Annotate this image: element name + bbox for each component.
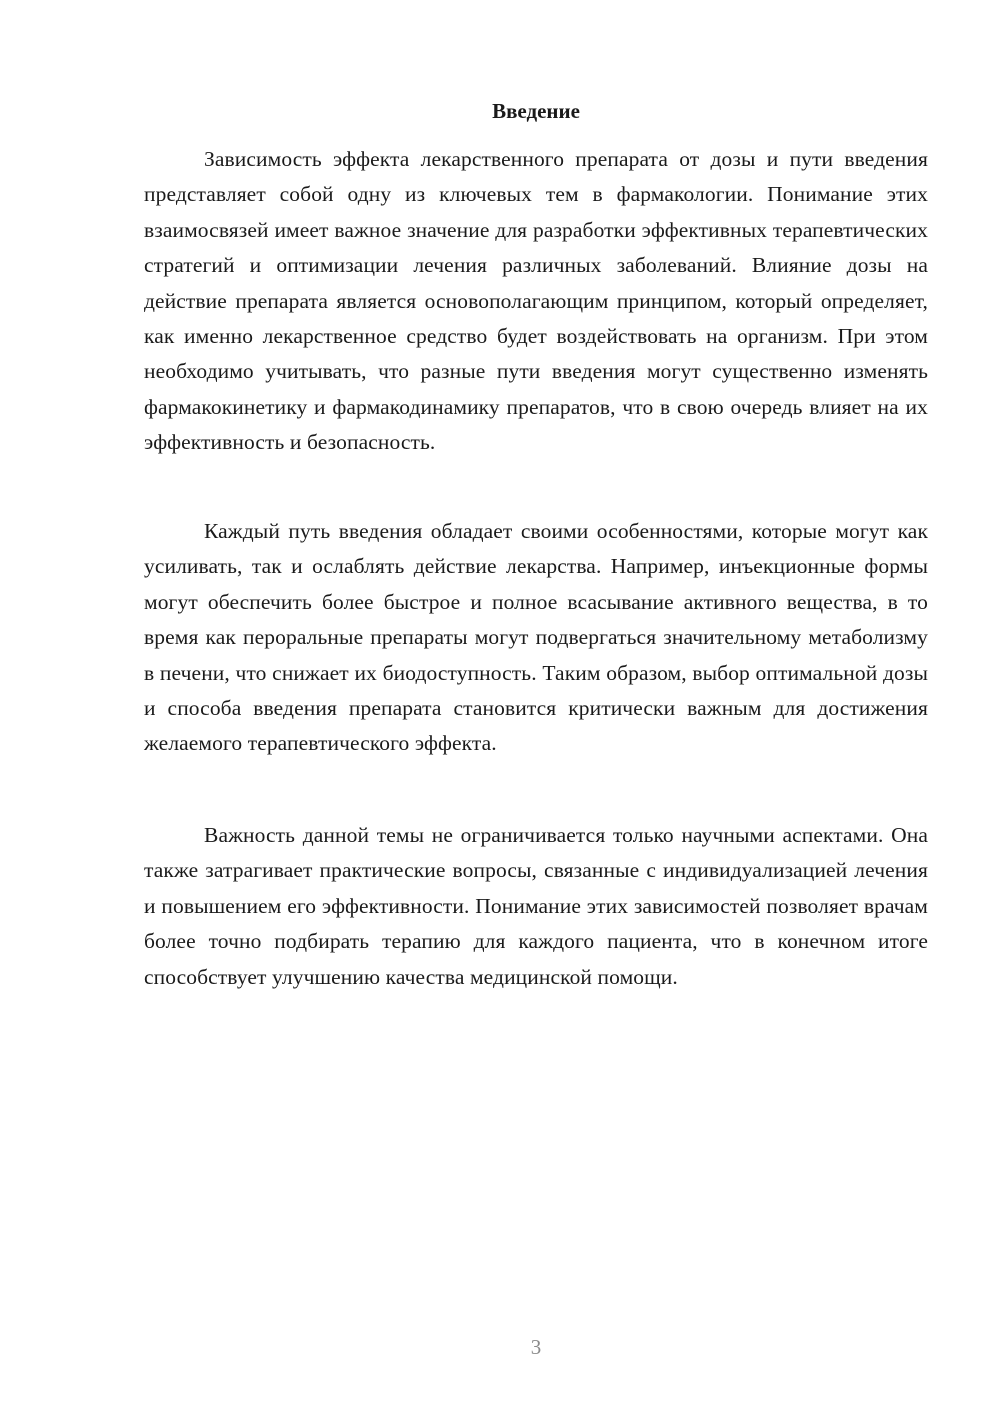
paragraph-3: Важность данной темы не ограничивается только научными аспектами. Она также затрагивает практические вопросы, связанные с индивидуализацией лечения и повышением его эффективности. Понимание этих зависимостей позволяет врачам более точно подбирать терапию для каждого пациента, что в конечном итоге способствует улучшению качества медицинской помощи. bbox=[144, 823, 928, 989]
section-title: Введение bbox=[492, 99, 580, 123]
paragraph-1: Зависимость эффекта лекарственного препарата от дозы и пути введения представляет собой одну из ключевых тем в фармакологии. Понимание этих взаимосвязей имеет важное значение для разработки эффективных терапевтических стратегий и оптимизации лечения различных заболеваний. Влияние дозы на действие препарата является основополагающим принципом, который определяет, как именно лекарственное средство будет воздействовать на организм. При этом необходимо учитывать, что разные пути введения могут существенно изменять фармакокинетику и фармакодинамику препаратов, что в свою очередь влияет на их эффективность и безопасность. bbox=[144, 147, 928, 455]
page-number: 3 bbox=[530, 1335, 542, 1359]
paragraph-2: Каждый путь введения обладает своими особенностями, которые могут как усиливать, так и ослаблять действие лекарства. Например, инъекционные формы могут обеспечить более быстрое и полное всасывание активного вещества, в то время как пероральные препараты могут подвергаться значительному метаболизму в печени, что снижает их биодоступность. Таким образом, выбор оптимальной дозы и способа введения препарата становится критически важным для достижения желаемого терапевтического эффекта. bbox=[144, 519, 928, 756]
